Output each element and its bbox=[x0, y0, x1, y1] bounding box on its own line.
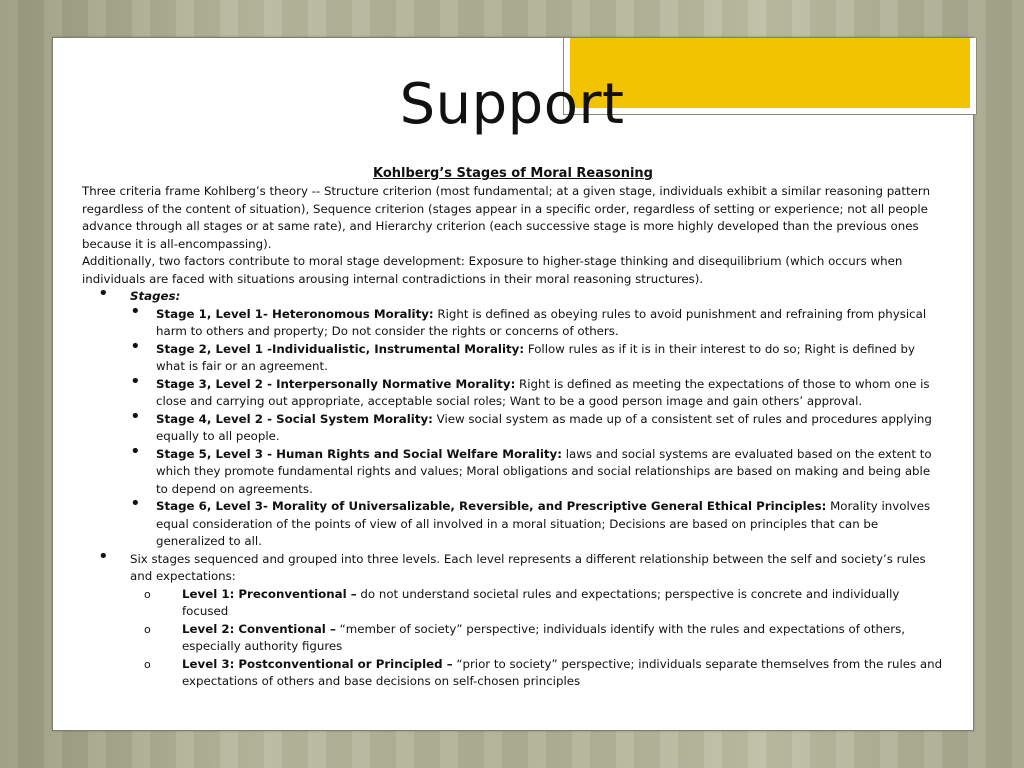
stages-list bbox=[130, 306, 944, 551]
list-item bbox=[130, 306, 944, 341]
list-item bbox=[130, 586, 944, 621]
stage-term: Stage 4, Level 2 - Social System Morality: bbox=[156, 411, 433, 426]
stage-desc: laws and social systems are evaluated based on the extent to which they promote fundamental rights and values; Moral obligations and social relationships are based on making and being able to depend on agreements. bbox=[156, 446, 932, 496]
stage-term: Stage 6, Level 3- Morality of Universalizable, Reversible, and Prescriptive General Ethical Principles: bbox=[156, 499, 827, 513]
level-desc: “member of society” perspective; individuals identify with the rules and expectations of others, especially authority figures bbox=[182, 621, 905, 653]
stage-desc: Morality involves equal consideration of the points of view of all involved in a moral situation; Decisions are based on principles that can be generalized to all. bbox=[156, 499, 931, 548]
list-item bbox=[130, 411, 944, 446]
levels-intro: Six stages sequenced and grouped into three levels. Each level represents a different relationship between the self and society’s rules and expectations: bbox=[130, 551, 926, 583]
main-bullet-list bbox=[82, 288, 944, 691]
level-desc: “prior to society” perspective; individuals separate themselves from the rules and expectations of others and base decisions on self-chosen principles bbox=[182, 656, 943, 688]
paragraph-factors: Additionally, two factors contribute to moral stage development: Exposure to higher-stage thinking and disequilibrium (which occurs when individuals are faced with situations arousing internal contradictions in their moral reasoning structures). bbox=[82, 254, 903, 286]
list-item bbox=[130, 621, 944, 656]
stages-label: Stages: bbox=[130, 289, 181, 303]
level-term: Level 2: Conventional – bbox=[182, 621, 336, 636]
stage-term: Stage 2, Level 1 -Individualistic, Instrumental Morality: bbox=[156, 341, 525, 356]
list-item bbox=[130, 498, 944, 551]
stage-desc: Right is defined as obeying rules to avoid punishment and refraining from physical harm to others and property; Do not consider the rights or concerns of others. bbox=[156, 306, 927, 338]
level-term: Level 3: Postconventional or Principled – bbox=[182, 656, 453, 671]
levels-list bbox=[130, 586, 944, 691]
stage-desc: Follow rules as if it is in their interest to do so; Right is defined by what is fair or an agreement. bbox=[156, 341, 915, 373]
list-item bbox=[130, 446, 944, 499]
section-heading: Kohlberg’s Stages of Moral Reasoning bbox=[373, 166, 653, 181]
stage-term: Stage 1, Level 1- Heteronomous Morality: bbox=[156, 306, 434, 321]
level-term: Level 1: Preconventional – bbox=[182, 586, 357, 601]
list-item bbox=[130, 376, 944, 411]
list-item-stages bbox=[82, 288, 944, 551]
stage-term: Stage 5, Level 3 - Human Rights and Social Welfare Morality: bbox=[156, 446, 562, 461]
slide-title: Support bbox=[399, 72, 625, 137]
stage-term: Stage 3, Level 2 - Interpersonally Normative Morality: bbox=[156, 376, 516, 391]
list-item-levels bbox=[82, 551, 944, 691]
stage-desc: View social system as made up of a consistent set of rules and procedures applying equally to all people. bbox=[156, 411, 932, 443]
level-desc: do not understand societal rules and expectations; perspective is concrete and individually focused bbox=[182, 586, 900, 618]
list-item bbox=[130, 341, 944, 376]
stage-desc: Right is defined as meeting the expectations of those to whom one is close and carrying out appropriate, acceptable social roles; Want to be a good person image and gain others’ approval. bbox=[156, 376, 930, 408]
paragraph-criteria: Three criteria frame Kohlberg’s theory -- Structure criterion (most fundamental; at a given stage, individuals exhibit a similar reasoning pattern regardless of the content of situation), Sequence criterion (stages appear in a specific order, regardless of setting or experience; not all people advance through all stages or at same rate), and Hierarchy criterion (each successive stage is more highly developed than the previous ones because it is all-encompassing). bbox=[82, 184, 931, 251]
list-item bbox=[130, 656, 944, 691]
slide-content bbox=[82, 164, 944, 691]
